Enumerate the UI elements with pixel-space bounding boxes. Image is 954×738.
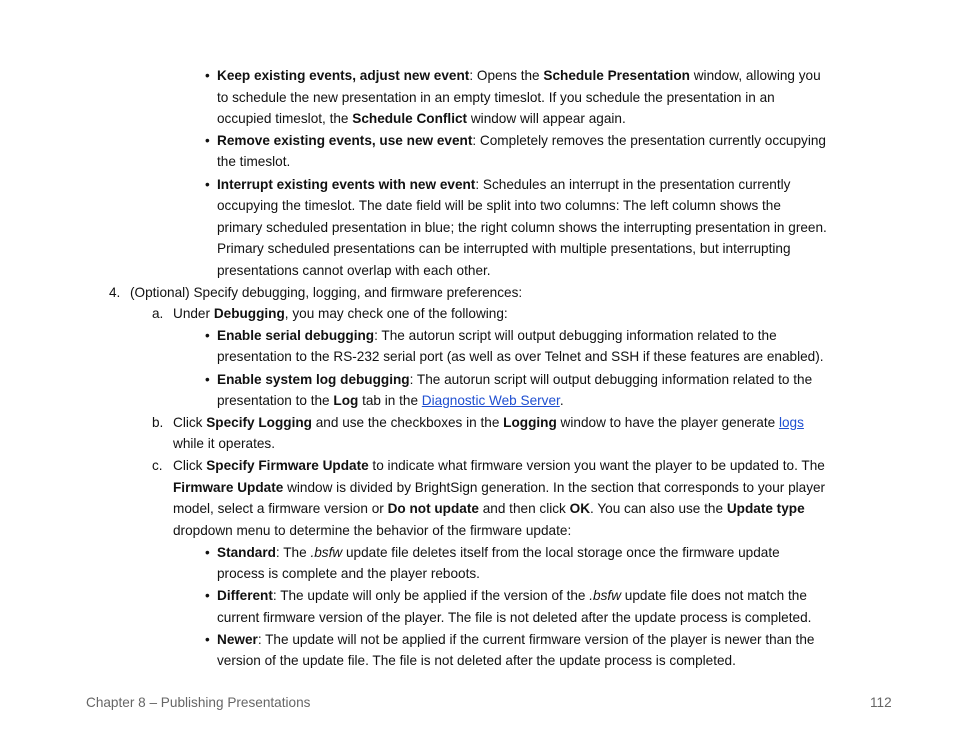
bullet-newer-line1 xyxy=(217,631,814,649)
text-run: tab in the xyxy=(358,393,422,408)
bullet-interrupt-line3: primary scheduled presentation in blue; the right column shows the interrupting presentation in green. xyxy=(217,220,827,235)
ui-ok: OK xyxy=(569,501,591,516)
bullet-remove-existing-line2: the timeslot. xyxy=(217,154,291,169)
ui-schedule-conflict: Schedule Conflict xyxy=(352,111,468,126)
bullet-keep-existing-line1 xyxy=(217,67,821,85)
bullet-standard-line1 xyxy=(217,544,780,562)
text-run: presentation to the xyxy=(217,393,334,408)
bullet-system-log-line1 xyxy=(217,371,812,389)
substep-c-line4: dropdown menu to determine the behavior of the firmware update: xyxy=(173,523,572,538)
bullet-interrupt-line1 xyxy=(217,176,790,194)
text-run: : The xyxy=(275,545,311,560)
bullet-different-line2: current firmware version of the player. The file is not deleted after the update process is completed. xyxy=(217,610,812,625)
substep-a-label: a. xyxy=(152,306,164,321)
bullet-marker: • xyxy=(205,328,210,343)
ui-log-tab: Log xyxy=(333,393,359,408)
bullet-remove-existing-line1 xyxy=(217,132,826,150)
text-run: window will appear again. xyxy=(467,111,626,126)
bullet-system-log-line2 xyxy=(217,392,564,410)
step-4-number: 4. xyxy=(109,285,121,300)
text-run: : Schedules an interrupt in the presentation currently xyxy=(475,177,791,192)
substep-b-line1 xyxy=(173,414,804,432)
text-run: Click xyxy=(173,415,207,430)
option-enable-serial-debugging: Enable serial debugging xyxy=(217,328,375,343)
bullet-interrupt-line2: occupying the timeslot. The date field will be split into two columns: The left column shows the xyxy=(217,198,781,213)
option-keep-existing: Keep existing events, adjust new event xyxy=(217,68,470,83)
substep-a-text xyxy=(173,305,508,323)
bullet-interrupt-line5: presentations cannot overlap with each other. xyxy=(217,263,491,278)
text-run: : Completely removes the presentation currently occupying xyxy=(472,133,826,148)
option-different: Different xyxy=(217,588,273,603)
footer-chapter-title: Chapter 8 – Publishing Presentations xyxy=(86,695,311,710)
bullet-marker: • xyxy=(205,68,210,83)
bullet-different-line1 xyxy=(217,587,807,605)
diagnostic-web-server-link[interactable]: Diagnostic Web Server xyxy=(421,393,560,408)
text-run: : The update will only be applied if the version of the xyxy=(272,588,590,603)
bullet-marker: • xyxy=(205,177,210,192)
substep-b-line2: while it operates. xyxy=(173,436,276,451)
text-run: update file deletes itself from the local storage once the firmware update xyxy=(342,545,780,560)
text-run: : The autorun script will output debugging information related to the xyxy=(374,328,777,343)
text-run: window, allowing you xyxy=(689,68,821,83)
substep-b-label: b. xyxy=(152,415,164,430)
bullet-serial-debugging-line2: presentation to the RS-232 serial port (as well as over Telnet and SSH if these features are enabled). xyxy=(217,349,824,364)
text-run: Click xyxy=(173,458,207,473)
text-run: and use the checkboxes in the xyxy=(311,415,504,430)
file-ext-bsfw: .bsfw xyxy=(310,545,343,560)
text-run: update file does not match the xyxy=(621,588,807,603)
text-run: : The update will not be applied if the current firmware version of the player is newer than the xyxy=(257,632,815,647)
ui-schedule-presentation: Schedule Presentation xyxy=(543,68,690,83)
step-4-text: (Optional) Specify debugging, logging, and firmware preferences: xyxy=(130,285,523,300)
option-standard: Standard xyxy=(217,545,276,560)
option-enable-system-log-debugging: Enable system log debugging xyxy=(217,372,410,387)
bullet-newer-line2: version of the update file. The file is not deleted after the update process is completed. xyxy=(217,653,736,668)
bullet-marker: • xyxy=(205,372,210,387)
substep-c-line1 xyxy=(173,457,825,475)
text-run: occupied timeslot, the xyxy=(217,111,353,126)
option-newer: Newer xyxy=(217,632,258,647)
option-remove-existing: Remove existing events, use new event xyxy=(217,133,473,148)
ui-specify-firmware-update: Specify Firmware Update xyxy=(206,458,369,473)
substep-c-line3 xyxy=(173,500,805,518)
bullet-keep-existing-line3 xyxy=(217,110,626,128)
text-run: model, select a firmware version or xyxy=(173,501,388,516)
text-run: and then click xyxy=(478,501,570,516)
ui-do-not-update: Do not update xyxy=(387,501,479,516)
text-run: : Opens the xyxy=(469,68,544,83)
substep-c-line2 xyxy=(173,479,825,497)
text-run: . You can also use the xyxy=(590,501,727,516)
bullet-marker: • xyxy=(205,545,210,560)
text-run: Under xyxy=(173,306,214,321)
ui-debugging: Debugging xyxy=(213,306,285,321)
bullet-marker: • xyxy=(205,632,210,647)
bullet-marker: • xyxy=(205,133,210,148)
text-run: window to have the player generate xyxy=(556,415,779,430)
ui-logging: Logging xyxy=(503,415,557,430)
bullet-interrupt-line4: Primary scheduled presentations can be interrupted with multiple presentations, but interrupting xyxy=(217,241,791,256)
bullet-keep-existing-line2: to schedule the new presentation in an empty timeslot. If you schedule the presentation in an xyxy=(217,90,775,105)
bullet-serial-debugging-line1 xyxy=(217,327,777,345)
file-ext-bsfw: .bsfw xyxy=(589,588,622,603)
text-run: window is divided by BrightSign generation. In the section that corresponds to your player xyxy=(283,480,826,495)
bullet-standard-line2: process is complete and the player reboots. xyxy=(217,566,480,581)
ui-specify-logging: Specify Logging xyxy=(206,415,312,430)
logs-link[interactable]: logs xyxy=(778,415,804,430)
ui-firmware-update: Firmware Update xyxy=(173,480,284,495)
text-run: : The autorun script will output debugging information related to the xyxy=(409,372,813,387)
option-interrupt-existing: Interrupt existing events with new event xyxy=(217,177,476,192)
text-run: . xyxy=(559,393,564,408)
text-run: to indicate what firmware version you want the player to be updated to. The xyxy=(368,458,825,473)
substep-c-label: c. xyxy=(152,458,163,473)
footer-page-number: 112 xyxy=(870,695,892,710)
bullet-marker: • xyxy=(205,588,210,603)
text-run: , you may check one of the following: xyxy=(284,306,508,321)
ui-update-type: Update type xyxy=(726,501,805,516)
